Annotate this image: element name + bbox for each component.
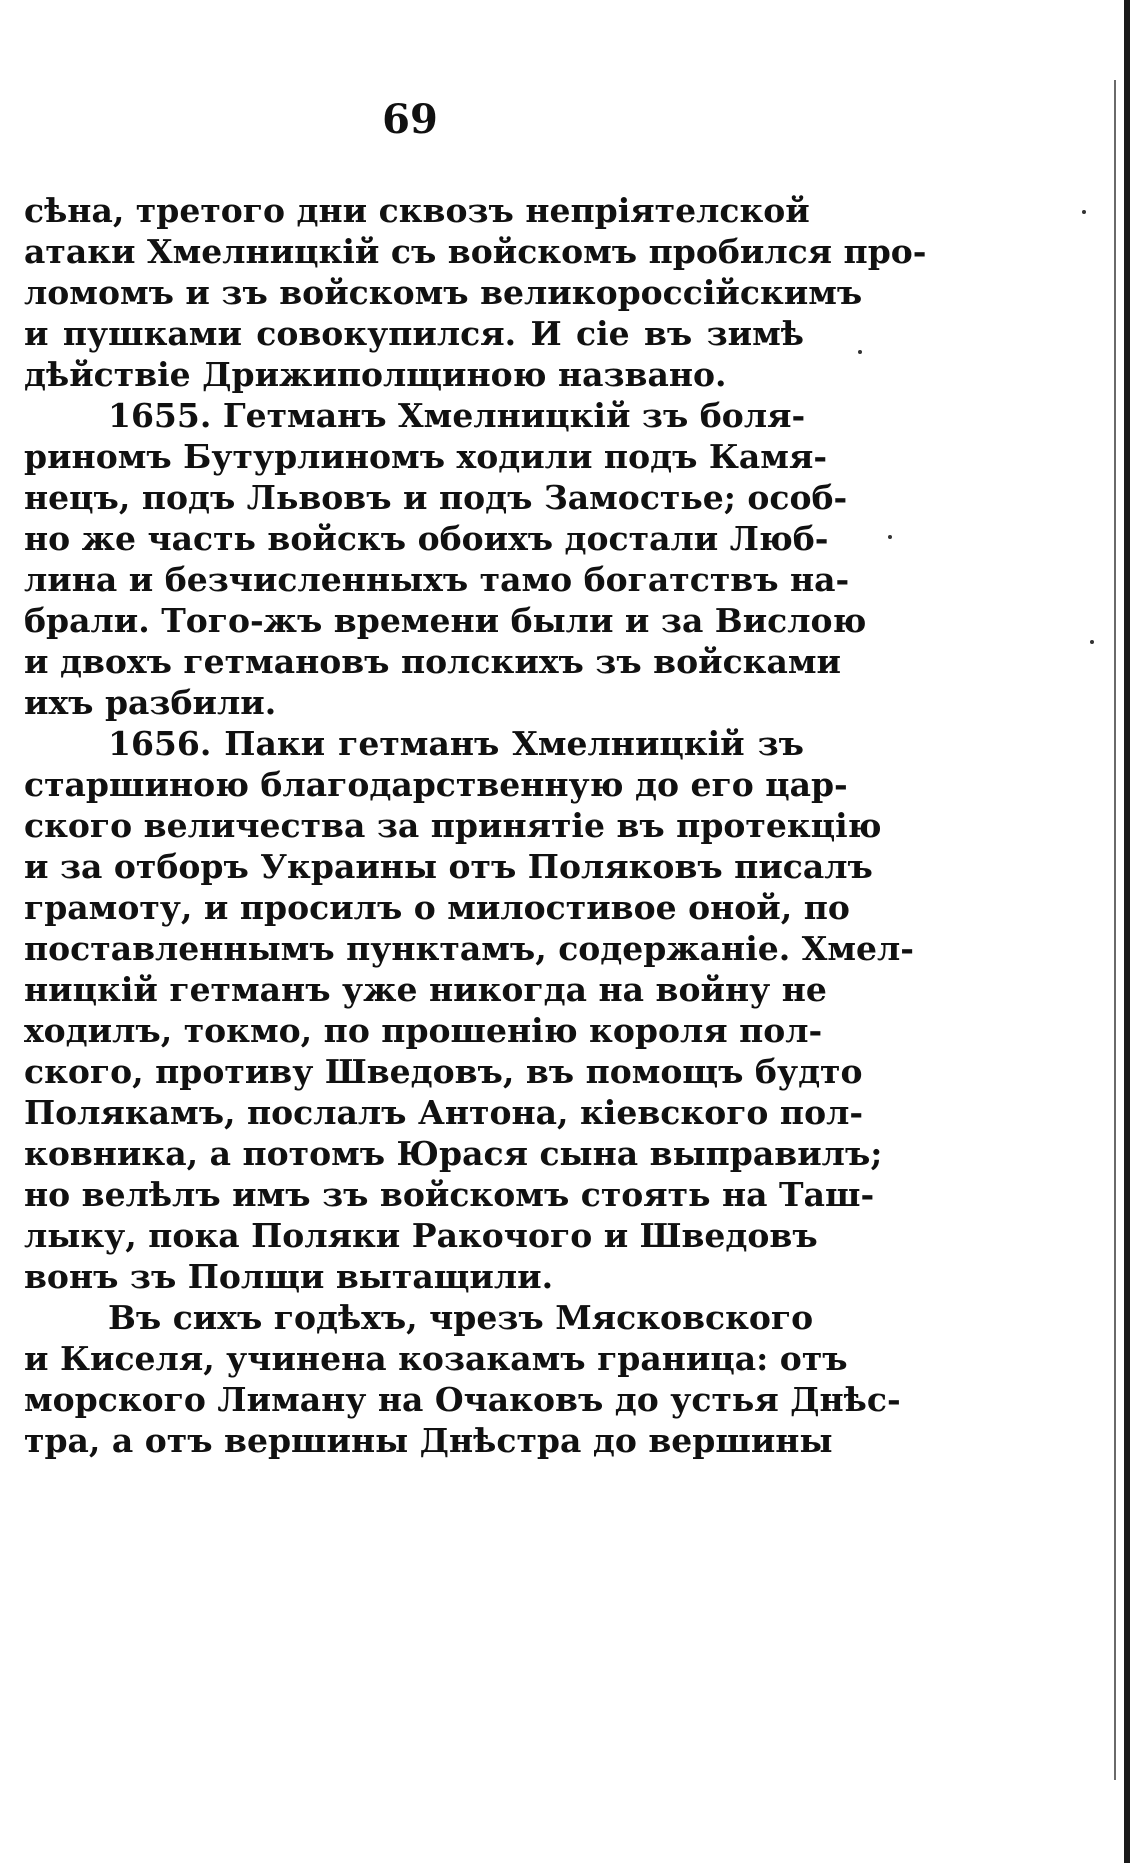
text-line: лыку, пока Поляки Ракочого и Шведовъ [24, 1216, 818, 1255]
text-line: тра, а отъ вершины Днѣстра до вершины [24, 1421, 833, 1460]
scan-speck [1082, 210, 1086, 214]
text-line: 1656. Паки гетманъ Хмелницкій зъ [108, 724, 804, 763]
body-text [24, 190, 927, 1461]
text-line: поставленнымъ пунктамъ, содержаніе. Хмел- [24, 929, 914, 968]
text-line: ихъ разбили. [24, 683, 277, 722]
text-line: лина и безчисленныхъ тамо богатствъ на- [24, 560, 850, 599]
page-number: 69 [382, 96, 438, 143]
text-line: ницкій гетманъ уже никогда на войну не [24, 970, 827, 1009]
scan-speck [858, 350, 862, 354]
scan-speck [888, 535, 892, 539]
text-line: дѣйствіе Дрижиполщиною названо. [24, 355, 727, 394]
text-line: морского Лиману на Очаковъ до устья Днѣс- [24, 1380, 901, 1419]
text-line: Полякамъ, послалъ Антона, кіевского пол- [24, 1093, 864, 1132]
scan-speck [1090, 640, 1094, 644]
text-line: ходилъ, токмо, по прошенію короля пол- [24, 1011, 823, 1050]
text-line: и двохъ гетмановъ полскихъ зъ войсками [24, 642, 842, 681]
text-line: старшиною благодарственную до его цар- [24, 765, 848, 804]
page-edge-shadow [1124, 0, 1130, 1863]
text-line: атаки Хмелницкій съ войскомъ пробился про- [24, 232, 927, 271]
text-line: ковника, а потомъ Юрася сына выправилъ; [24, 1134, 883, 1173]
page-edge-line [1114, 80, 1116, 1780]
text-line: грамоту, и просилъ о милостивое оной, по [24, 888, 850, 927]
text-line: ского величества за принятіе въ протекцію [24, 806, 882, 845]
text-line: сѣна, третого дни сквозъ непріятелской [24, 191, 810, 230]
text-line: и за отборъ Украины отъ Поляковъ писалъ [24, 847, 873, 886]
text-line: и Киселя, учинена козакамъ граница: отъ [24, 1339, 848, 1378]
text-line: и пушками совокупился. И сіе въ зимѣ [24, 314, 804, 353]
text-line: ломомъ и зъ войскомъ великороссійскимъ [24, 273, 863, 312]
text-line: риномъ Бутурлиномъ ходили подъ Камя- [24, 437, 828, 476]
text-line: Въ сихъ годѣхъ, чрезъ Мясковского [108, 1298, 814, 1337]
text-line: но велѣлъ имъ зъ войскомъ стоять на Таш- [24, 1175, 875, 1214]
text-line: но же часть войскъ обоихъ достали Люб- [24, 519, 829, 558]
text-line: ского, противу Шведовъ, въ помощъ будто [24, 1052, 863, 1091]
text-line: 1655. Гетманъ Хмелницкій зъ боля- [108, 396, 806, 435]
text-line: нецъ, подъ Львовъ и подъ Замостье; особ- [24, 478, 848, 517]
text-line: вонъ зъ Полщи вытащили. [24, 1257, 554, 1296]
text-line: брали. Того-жъ времени были и за Вислою [24, 601, 867, 640]
